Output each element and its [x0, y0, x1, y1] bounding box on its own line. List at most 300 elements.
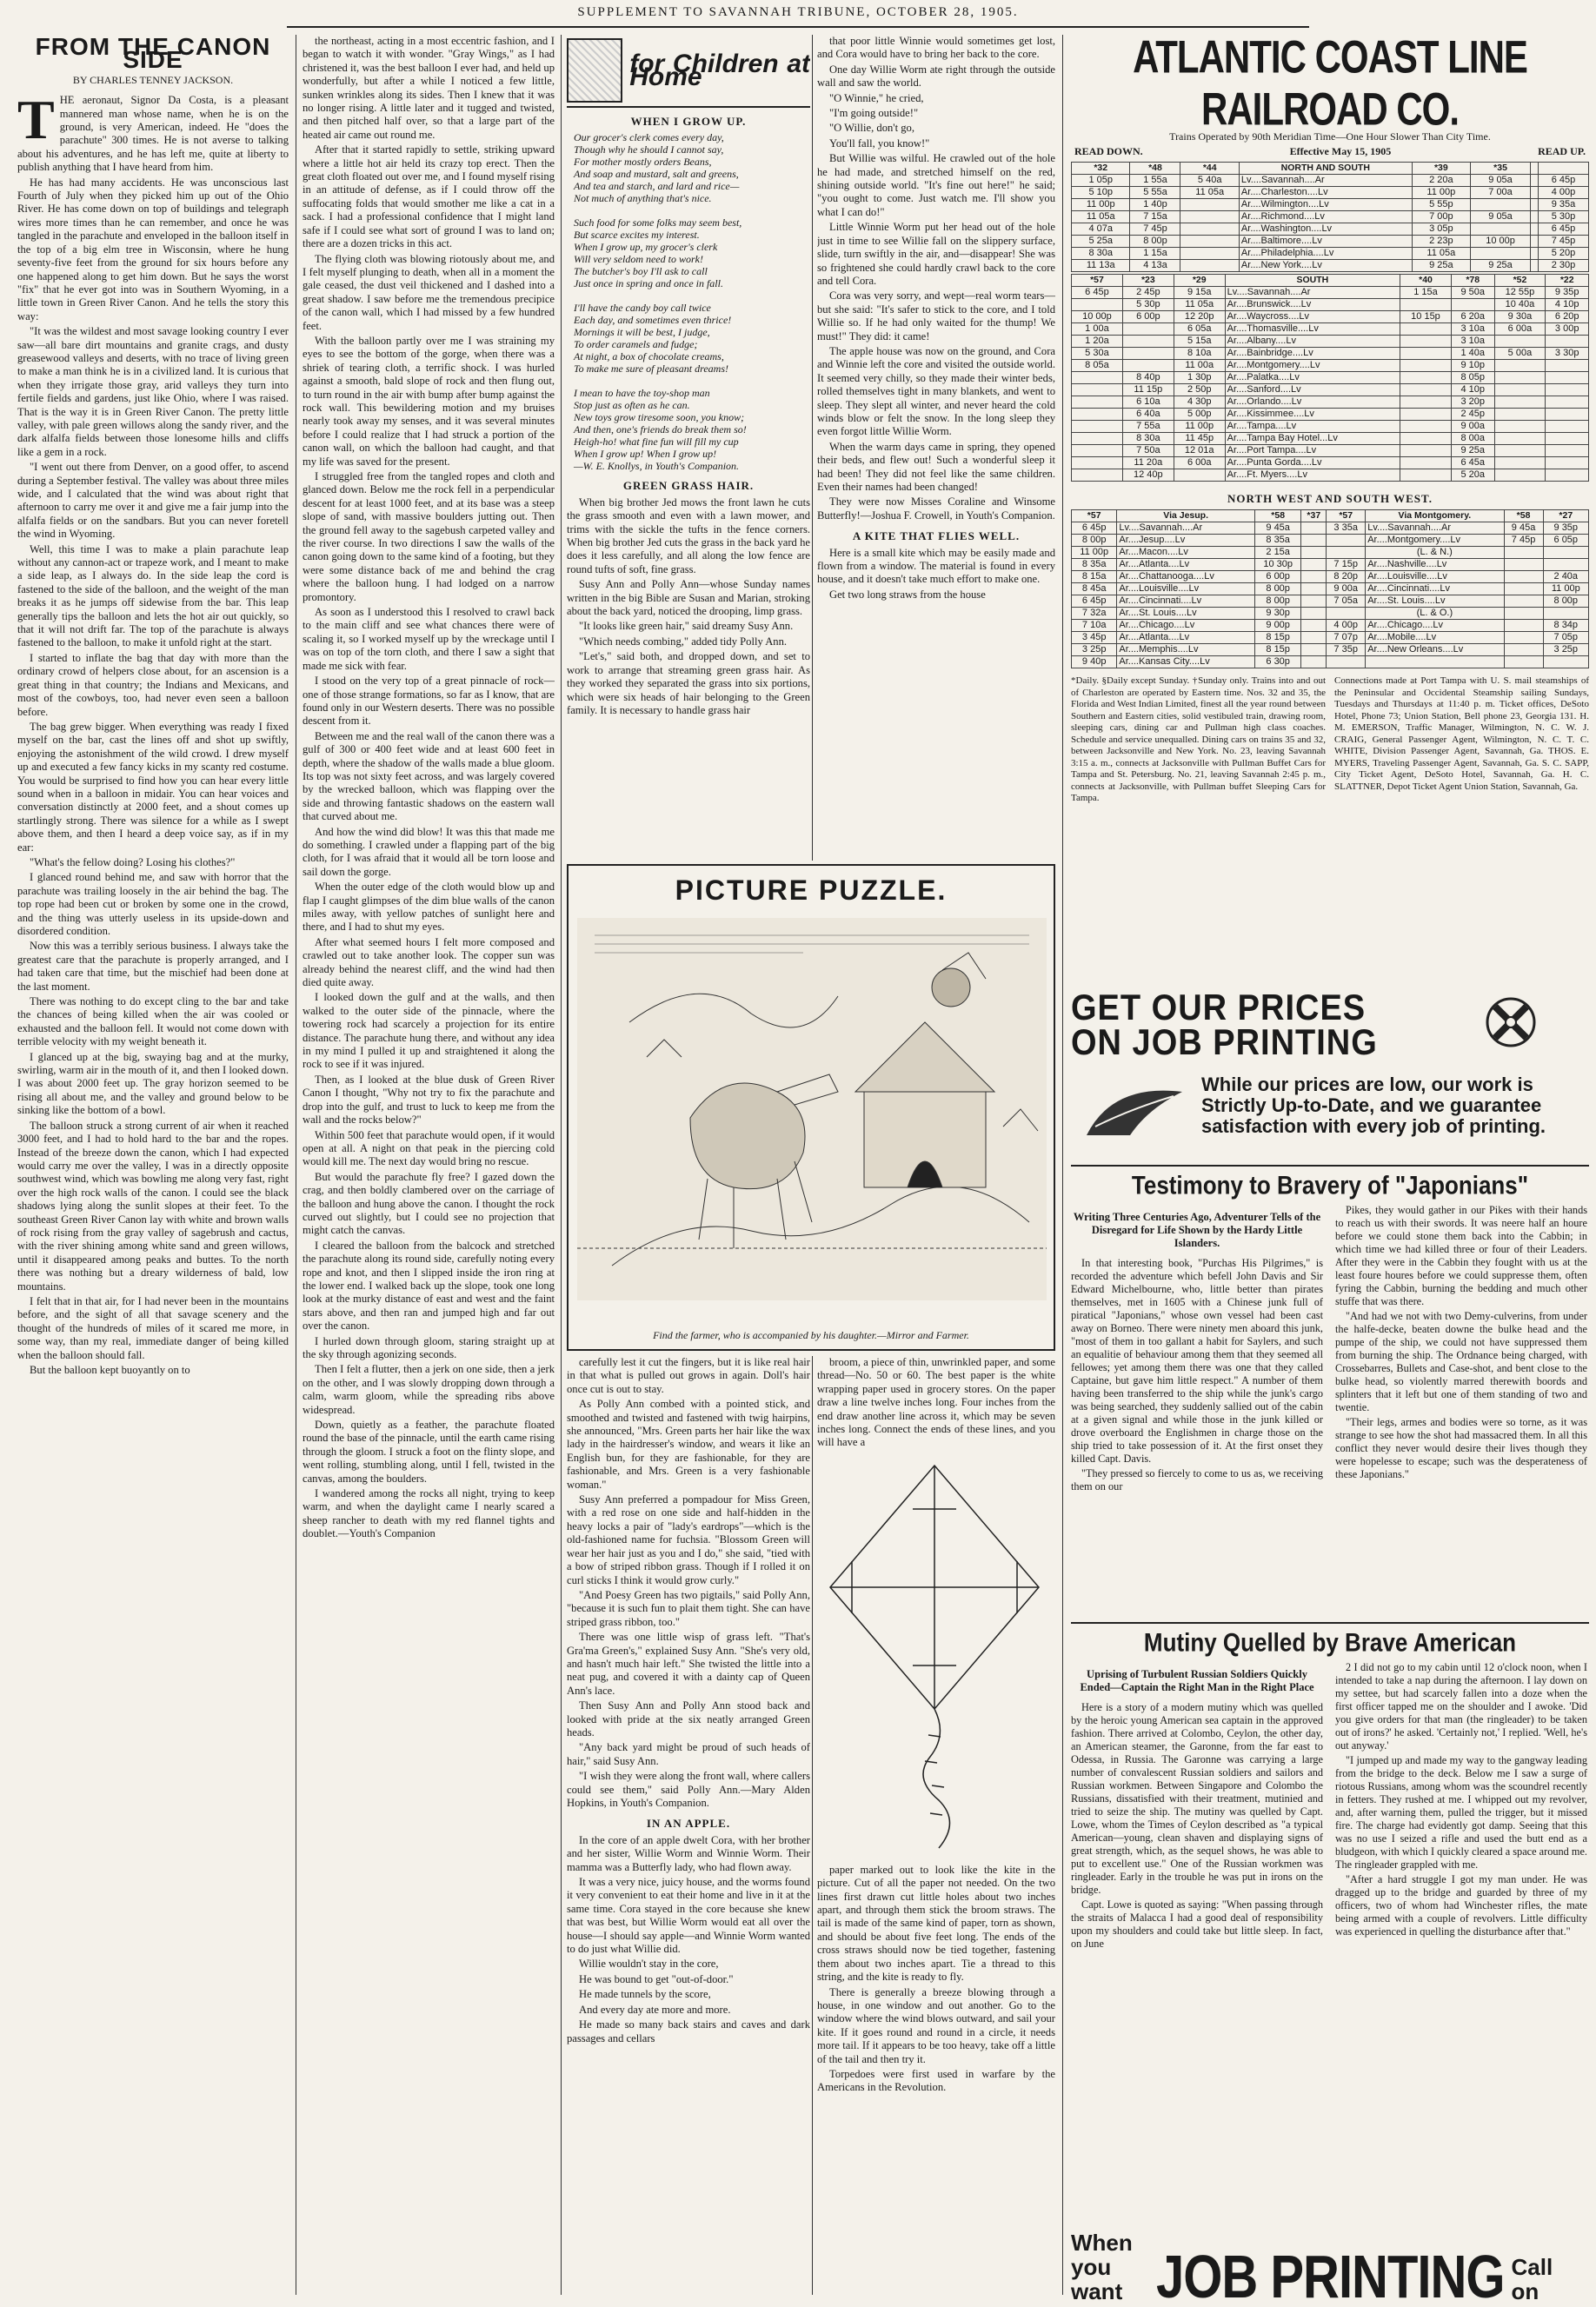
- table-cell: Ar....Orlando....Lv: [1225, 396, 1400, 409]
- table-header-cell: *57: [1327, 510, 1366, 522]
- table-row: [1072, 632, 1589, 644]
- table-cell: 3 30p: [1546, 348, 1589, 360]
- table-cell: (L. & O.): [1366, 608, 1504, 620]
- table-cell: [1072, 409, 1123, 421]
- table-cell: [1400, 469, 1452, 482]
- paragraph: that poor little Winnie would sometimes get lost, and Cora would have to bring her back to the core.: [817, 35, 1055, 61]
- poem-line: Not much of anything that's nice.: [574, 192, 712, 205]
- mutiny-deck: Uprising of Turbulent Russian Soldiers Quickly Ended—Captain the Right Man in the Right Place: [1080, 1668, 1314, 1693]
- table-cell: [1543, 547, 1588, 559]
- table-cell: 1 40p: [1130, 199, 1180, 211]
- table-cell: Ar....Montgomery....Lv: [1225, 360, 1400, 372]
- table-cell: Ar....Cincinnati....Lv: [1117, 595, 1255, 608]
- green-grass-body: [567, 496, 810, 718]
- paragraph: But Willie was wilful. He crawled out of the hole he had made, and stretched himself on the red, shining outside world. "It's fine out here!" he said; "you ought to come. Just watch me. I'll show you what I can do!": [817, 152, 1055, 218]
- railroad-read-row: [1074, 145, 1586, 158]
- table-cell: [1546, 469, 1589, 482]
- railroad-title: ATLANTIC COAST LINE RAILROAD CO.: [1133, 31, 1527, 135]
- leaf-ornament-icon: [1078, 1074, 1191, 1144]
- poem-when-i-grow-up: [567, 131, 810, 472]
- table-row: [1072, 522, 1589, 535]
- paragraph: I started to inflate the bag that day with more than the ordinary crowd of helpers close about, for an ascension is a great thing in that country; the Indians and Mexicans, and most of the cowboys, too, had never even seen a balloon before.: [17, 651, 289, 718]
- table-cell: [1546, 384, 1589, 396]
- table-cell: 6 20a: [1451, 311, 1494, 323]
- timetable-northwest: [1071, 509, 1589, 668]
- table-header-cell: Via Montgomery.: [1366, 510, 1504, 522]
- paragraph: "O Winnie," he cried,: [829, 91, 924, 104]
- paragraph: "Any back yard might be proud of such heads of hair," said Susy Ann.: [567, 1741, 810, 1767]
- table-cell: Ar....Cincinnati....Lv: [1366, 583, 1504, 595]
- paragraph: And how the wind did blow! It was this that made me do something. I crawled under a flapping part of the big cloth, for I was afraid that it would all be torn loose and sail down the gorge.: [303, 825, 555, 878]
- paragraph: the northeast, acting in a most eccentric fashion, and I began to watch it with wonder. "Gray Wings," as I had christened it, was the best balloon I ever had, and held up wonderfully, but after a while I noticed a few little, sunken wrinkles along its sides. Then I knew that it was no longer rising. A little later and it tugged and twisted, and then pitched half over, so that a large part of the heated air came out round me.: [303, 35, 555, 141]
- table-cell: [1400, 445, 1452, 457]
- table-cell: 6 05a: [1174, 323, 1225, 336]
- table-cell: 1 55a: [1130, 175, 1180, 187]
- table-cell: [1494, 409, 1546, 421]
- poem-line: The butcher's boy I'll ask to call: [574, 265, 708, 278]
- table-cell: 9 35p: [1546, 287, 1589, 299]
- table-cell: 11 00p: [1543, 583, 1588, 595]
- table-cell: [1531, 260, 1539, 272]
- table-cell: [1531, 211, 1539, 223]
- table-cell: 10 00p: [1471, 236, 1531, 248]
- read-up: READ UP.: [1538, 145, 1586, 157]
- table-cell: [1301, 547, 1327, 559]
- table-cell: 4 07a: [1072, 223, 1130, 236]
- paragraph: paper marked out to look like the kite in the picture. Cut of all the paper not needed. On the two lines first drawn cut little holes about two inches apart, and through them stick the broom straws. The tail is made of the same kind of paper, torn as shown, and should be about five feet long. The ends of the cross straws should now be tied together, fastening them about two inches apart. Tie a thread to this string, and the kite is ready to fly.: [817, 1863, 1055, 1984]
- table-cell: 6 20p: [1546, 311, 1589, 323]
- paragraph: "I jumped up and made my way to the gangway leading from the bridge to the deck. Below me I saw a surge of riotous Russians, among whom was the scoundrel recently in fetters. They rushed at me. I whipped out my revolver, and, after warning them, pulled the trigger, but it missed fire. The charge had evidently got damp. Seeing that this was no use I seized a rifle and used the butt end as a bludgeon, with which I quickly cleared a space around me. The ringleader grappled with me.: [1335, 1754, 1587, 1871]
- table-cell: 11 05a: [1174, 299, 1225, 311]
- table-cell: [1400, 433, 1452, 445]
- table-row: [1072, 595, 1589, 608]
- effective-date: Effective May 15, 1905: [1289, 145, 1392, 157]
- table-cell: 2 15a: [1254, 547, 1301, 559]
- paragraph: Between me and the real wall of the canon there was a gulf of 300 or 400 feet wide and at least 600 feet in depth, where the shadow of the walls made a blue gloom. Its top was not sixty feet across, and was largely covered by the wrecked balloon, which was flapping over the side and throwing fantastic shadows on the eastern wall that curved about me.: [303, 729, 555, 823]
- paragraph: "After a hard struggle I got my man under. He was dragged up to the bridge and guarded by three of my officers, two of whom had Winchester rifles, the mate being armed with a couple of revolvers. Little difficulty was experienced in quelling the disturbance after that.": [1335, 1873, 1587, 1938]
- table-cell: [1400, 336, 1452, 348]
- poem-line: Such food for some folks may seem best,: [574, 216, 742, 229]
- table-cell: Ar....Sanford....Lv: [1225, 384, 1400, 396]
- table-cell: 8 00p: [1130, 236, 1180, 248]
- canon-body: [17, 89, 289, 1377]
- table-cell: 11 00p: [1174, 421, 1225, 433]
- table-cell: [1504, 620, 1543, 632]
- kite-column-lower: [817, 1356, 1055, 2295]
- table-cell: Ar....Richmond....Lv: [1239, 211, 1412, 223]
- table-cell: 2 50p: [1174, 384, 1225, 396]
- table-cell: [1072, 469, 1123, 482]
- drop-cap: T: [17, 89, 55, 151]
- paragraph: broom, a piece of thin, unwrinkled paper, and some thread—No. 50 or 60. The best paper is the white wrapping paper used in grocery stores. On the paper draw a line twelve inches long. Four inches from the end draw another line across it, which may be seven inches long. Connect the ends of these lines, and you will have a: [817, 1356, 1055, 1449]
- table-cell: 6 45p: [1538, 175, 1588, 187]
- table-cell: 8 00p: [1254, 583, 1301, 595]
- table-cell: [1122, 360, 1174, 372]
- children-column: [567, 35, 810, 861]
- table-cell: [1531, 236, 1539, 248]
- table-header-cell: *58: [1504, 510, 1543, 522]
- kite-continued: [817, 1356, 1055, 1450]
- paragraph: carefully lest it cut the fingers, but it is like real hair in that what is pulled out grows in again. Doll's hair once cut is out to stay.: [567, 1356, 810, 1395]
- poem-line: Stop just as often as he can.: [574, 399, 690, 412]
- poem-line: I mean to have the toy-shop man: [574, 387, 710, 400]
- table-cell: Ar....Tampa....Lv: [1225, 421, 1400, 433]
- table-cell: 5 20a: [1451, 469, 1494, 482]
- table-cell: Ar....Jesup....Lv: [1117, 535, 1255, 547]
- paragraph: When the outer edge of the cloth would blow up and flap I caught glimpses of the dim blue walls of the canon miles away, with yellow patches of sunlight here and there, and I had to shut my eyes.: [303, 881, 555, 934]
- table-cell: [1122, 336, 1174, 348]
- poem-line: To order caramels and fudge;: [574, 338, 698, 351]
- paragraph: And every day ate more and more.: [579, 2003, 731, 2016]
- table-cell: 9 35p: [1543, 522, 1588, 535]
- table-cell: [1327, 608, 1366, 620]
- table-cell: 9 25a: [1451, 445, 1494, 457]
- table-cell: [1543, 559, 1588, 571]
- poem-line: Will very seldom need to work!: [574, 253, 703, 266]
- table-cell: 9 10p: [1451, 360, 1494, 372]
- table-cell: 6 00a: [1494, 323, 1546, 336]
- table-cell: Ar....Chattanooga....Lv: [1117, 571, 1255, 583]
- table-cell: [1504, 644, 1543, 656]
- table-cell: 8 40p: [1122, 372, 1174, 384]
- table-cell: [1471, 223, 1531, 236]
- paragraph: I felt that in that air, for I had never been in the mountains before, and the sight of all that savage scenery and the thought of the hundreds of miles of it scared me more, in some way, than my real, immediate danger of being killed when the balloon should fall.: [17, 1294, 289, 1361]
- masthead: SUPPLEMENT TO SAVANNAH TRIBUNE, OCTOBER 28, 1905.: [287, 5, 1309, 28]
- table-cell: 9 00p: [1254, 620, 1301, 632]
- paragraph: "It looks like green hair," said dreamy Susy Ann.: [579, 620, 794, 633]
- table-header-cell: [1531, 163, 1539, 175]
- paragraph: Within 500 feet that parachute would open, if it would open at all. A night on that peak in the piercing cold would kill me. The next day would bring no rescue.: [303, 1128, 555, 1168]
- children-title: for Children at Home: [629, 49, 810, 91]
- poem-line: To make me sure of pleasant dreams!: [574, 362, 728, 376]
- table-cell: Lv....Savannah....Ar: [1225, 287, 1400, 299]
- table-cell: 2 40a: [1543, 571, 1588, 583]
- table-cell: [1180, 199, 1239, 211]
- kite-title: A KITE THAT FLIES WELL.: [852, 529, 1021, 543]
- table-cell: 7 05a: [1327, 595, 1366, 608]
- table-cell: Ar....Tampa Bay Hotel...Lv: [1225, 433, 1400, 445]
- table-cell: [1546, 421, 1589, 433]
- table-cell: [1400, 396, 1452, 409]
- table-cell: 7 45p: [1504, 535, 1543, 547]
- table-cell: [1546, 360, 1589, 372]
- table-row: [1072, 372, 1589, 384]
- table-cell: [1180, 260, 1239, 272]
- table-cell: Ar....Albany....Lv: [1225, 336, 1400, 348]
- paragraph: But the balloon kept buoyantly on to: [30, 1364, 190, 1376]
- table-cell: 6 45p: [1072, 595, 1117, 608]
- paragraph: It was a very nice, juicy house, and the worms found it very convenient to eat their home and live in it at the same time. Cora stayed in the core because she knew that was best, but Willie Worm would eat all over the house—I should say apple—and Winnie Worm wanted to do just what Willie did.: [567, 1876, 810, 1956]
- table-cell: 8 35a: [1072, 559, 1117, 571]
- table-header-cell: NORTH AND SOUTH: [1239, 163, 1412, 175]
- table-cell: 8 35a: [1254, 535, 1301, 547]
- paragraph: I hurled down through gloom, staring straight up at the sky through agonizing seconds.: [303, 1334, 555, 1360]
- poem-line: [574, 204, 810, 216]
- table-cell: [1504, 595, 1543, 608]
- table-header-cell: *37: [1301, 510, 1327, 522]
- apple-continued-body: [817, 35, 1055, 522]
- table-cell: [1504, 632, 1543, 644]
- table-cell: 5 25a: [1072, 236, 1130, 248]
- table-cell: 11 00a: [1174, 360, 1225, 372]
- table-cell: [1531, 175, 1539, 187]
- paragraph: "They pressed so fiercely to come to us as, we receiving them on our: [1071, 1467, 1323, 1493]
- paragraph: Then Susy Ann and Polly Ann stood back and looked with pride at the six neatly arranged Green heads.: [567, 1699, 810, 1739]
- table-cell: 8 05p: [1451, 372, 1494, 384]
- table-cell: 9 00a: [1327, 583, 1366, 595]
- table-cell: Ar....Wilmington....Lv: [1239, 199, 1412, 211]
- paragraph: I glanced up at the big, swaying bag and at the murky, swirling, warm air in the mouth of it, and then I looked down. I was about 2000 feet up. The gray horizon seemed to be rising all about me, and the valley and ground below to be sinking like the bottom of a bowl.: [17, 1050, 289, 1117]
- poem-line: And tea and starch, and lard and rice—: [574, 180, 740, 193]
- table-cell: [1543, 656, 1588, 668]
- canon-article: [17, 35, 289, 2295]
- table-cell: 8 15p: [1254, 632, 1301, 644]
- paragraph: "Which needs combing," added tidy Polly Ann.: [579, 635, 788, 648]
- table-row: [1072, 187, 1589, 199]
- table-header-cell: *78: [1451, 275, 1494, 287]
- table-cell: [1366, 656, 1504, 668]
- table-cell: Ar....Atlanta....Lv: [1117, 559, 1255, 571]
- table-row: [1072, 236, 1589, 248]
- table-cell: Ar....Chicago....Lv: [1117, 620, 1255, 632]
- table-cell: 4 13a: [1130, 260, 1180, 272]
- table-cell: 8 30a: [1072, 248, 1130, 260]
- paragraph: When the warm days came in spring, they opened their beds, and flew out! Such a wonderful sleep it had been! They did not feel like the same children. Even their names had been changed!: [817, 440, 1055, 493]
- table-cell: 7 15p: [1327, 559, 1366, 571]
- table-cell: [1301, 559, 1327, 571]
- table-cell: [1400, 457, 1452, 469]
- apple-body: [567, 1834, 810, 2045]
- apple-title: IN AN APPLE.: [646, 1817, 731, 1831]
- table-cell: 5 00p: [1174, 409, 1225, 421]
- table-row: [1072, 535, 1589, 547]
- paragraph: "I wish they were along the front wall, where callers could see them," said Polly Ann.—Mary Alden Hopkins, in Youth's Companion.: [567, 1770, 810, 1809]
- poem-line: And then, one's friends do break them so!: [574, 423, 747, 436]
- table-cell: 11 05a: [1412, 248, 1470, 260]
- table-cell: 1 15a: [1130, 248, 1180, 260]
- japonians-right-body: [1335, 1204, 1587, 1481]
- table-cell: [1494, 336, 1546, 348]
- job-ad-tagline: While our prices are low, our work is Strictly Up-to-Date, and we guarantee satisfaction with every job of printing.: [1201, 1074, 1546, 1137]
- paragraph: But would the parachute fly free? I gazed down the crag, and then boldly clambered over on the carriage of the balloon and hung above the canon. I thought the rock curved out slightly, but I could see no projection that might catch the canvas.: [303, 1170, 555, 1237]
- paragraph: With the balloon partly over me I was straining my eyes to see the bottom of the gorge, when there was a shriek of tearing cloth, a terrific shock. I was hurled against a smooth, bald slope of rock and then flung out, to turn round in the air with bump after bump against the rock wall. This bewildering motion and my bruises nearly took away my senses, and it was several minutes before I could realize that I had struck a portion of the canon wall, on which the balloon had caught, and that my life was saved for the present.: [303, 334, 555, 468]
- table-cell: Ar....Louisville....Lv: [1117, 583, 1255, 595]
- table-cell: 11 05a: [1180, 187, 1239, 199]
- table-cell: [1546, 336, 1589, 348]
- table-cell: [1546, 445, 1589, 457]
- table-cell: [1494, 360, 1546, 372]
- japonians-title: Testimony to Bravery of "Japonians": [1131, 1169, 1529, 1200]
- table-cell: [1301, 571, 1327, 583]
- table-cell: Ar....Chicago....Lv: [1366, 620, 1504, 632]
- poem-line: Our grocer's clerk comes every day,: [574, 131, 724, 144]
- column-rule: [812, 35, 813, 861]
- paragraph: In the core of an apple dwelt Cora, with her brother and her sister, Willie Worm and Winnie Worm. Their mamma was a Butterfly lady, who had flown away.: [567, 1833, 810, 1873]
- table-cell: [1494, 457, 1546, 469]
- paragraph: I glanced round behind me, and saw with horror that the parachute was trailing loosely in the air behind the bag. The top rope had been cut or broken by some one in the crowd, and the thing was utterly useless in its upside-down and disordered condition.: [17, 871, 289, 937]
- table-cell: [1122, 348, 1174, 360]
- table-cell: [1494, 396, 1546, 409]
- puzzle-caption: Find the farmer, who is accompanied by his daughter.—Mirror and Farmer.: [653, 1329, 969, 1341]
- table-row: [1072, 384, 1589, 396]
- table-header-cell: *27: [1543, 510, 1588, 522]
- footer-ad-big: JOB PRINTING: [1156, 2243, 1505, 2307]
- poem-line: And soap and mustard, salt and greens,: [574, 168, 739, 181]
- paragraph: The bag grew bigger. When everything was ready I fixed myself on the bar, cast the lines off and shot up swiftly, enjoying the astonishment of the wild crowd. I drew myself up and executed a few fancy kicks in my scanty red costume. You would be surprised to find how you can hear every little sound when in a balloon in midair. You can hear voices and conversation distinctly at 2000 feet, and a shout comes up startlingly strong. There was silence for a while as I swept above them, and then I heard a deep voice say, as if in my ear:: [17, 720, 289, 854]
- table-row: [1072, 409, 1589, 421]
- paragraph: In that interesting book, "Purchas His Pilgrimes," is recorded the adventure which befell John Davis and Sir Edward Michelbourne, who, little better than pirates themselves, met in 1605 with a Chinese junk full of piratical "Japonians," whose own vessel had been cast away on Borneo. There were ninety men aboard this junk, "most of them in too gallant a habit for Saylers, and such an equalitie of behaviour among them that they seemed all fellowes; yet among them there was one that they called Captaine, but gave him little respect." A number of them having been transferred to the ship while the junk's cargo was being searched, they suddenly sallied out of the cabin at a given signal and while those in the junk killed or drove overboard the Englishmen in charge those on the ship tried to take possession of it. At the first onset they killed Capt. Davis.: [1071, 1257, 1323, 1465]
- table-cell: [1301, 595, 1327, 608]
- table-cell: Ar....Atlanta....Lv: [1117, 632, 1255, 644]
- table-cell: 7 32a: [1072, 608, 1117, 620]
- table-cell: 7 00a: [1471, 187, 1531, 199]
- job-ad-line1: GET OUR PRICES: [1071, 987, 1367, 1029]
- table-cell: [1327, 535, 1366, 547]
- paragraph: Down, quietly as a feather, the parachute floated round the base of the pinnacle, until the earth came rising through the gloom. I struck a foot on the flinty slope, and went rolling, stumbling along, until I fell, twisted in the canvas, among the boulders.: [303, 1419, 555, 1485]
- table-cell: 6 10a: [1122, 396, 1174, 409]
- table-row: [1072, 287, 1589, 299]
- table-row: [1072, 421, 1589, 433]
- table-row: [1072, 656, 1589, 668]
- table-cell: 8 00a: [1451, 433, 1494, 445]
- table-row: [1072, 583, 1589, 595]
- japonians-deck: Writing Three Centuries Ago, Adventurer Tells of the Disregard for Life Shown by the Hardy Little Islanders.: [1073, 1211, 1321, 1249]
- poem-line: Just once in spring and once in fall.: [574, 277, 723, 290]
- table-header-cell: *35: [1471, 163, 1531, 175]
- table-cell: 2 23p: [1412, 236, 1470, 248]
- job-ad-line2: ON JOB PRINTING: [1071, 1022, 1378, 1064]
- table-cell: 8 15a: [1072, 571, 1117, 583]
- table-cell: 9 25a: [1412, 260, 1470, 272]
- table-cell: 9 35a: [1538, 199, 1588, 211]
- paragraph: "O Willie, don't go,: [829, 122, 914, 135]
- mutiny-right: [1335, 1661, 1587, 2217]
- poem-line: For mother mostly orders Beans,: [574, 156, 712, 169]
- table-cell: 12 55p: [1494, 287, 1546, 299]
- table-row: [1072, 608, 1589, 620]
- table-cell: Ar....Memphis....Lv: [1117, 644, 1255, 656]
- table-cell: [1400, 384, 1452, 396]
- paragraph: "Let's," said both, and dropped down, and set to work to arrange that streaming green grass hair. As they worked they separated the grass into six portions, which were six heads of hair belonging to the Green family. It is necessary to handle grass hair: [567, 650, 810, 716]
- table-cell: 9 40p: [1072, 656, 1117, 668]
- table-cell: 10 40a: [1494, 299, 1546, 311]
- table-cell: Ar....New York....Lv: [1239, 260, 1412, 272]
- japonians-article: [1071, 1165, 1589, 1617]
- green-grass-continued: [567, 1356, 810, 1810]
- table-row: [1072, 348, 1589, 360]
- table-row: [1072, 175, 1589, 187]
- table-cell: [1471, 199, 1531, 211]
- table-cell: [1531, 223, 1539, 236]
- paragraph: Now this was a terribly serious business. I always take the greatest care that the parachute is properly arranged, and I had taken care that time, but the mischief had been done at the last moment.: [17, 940, 289, 993]
- table-cell: [1400, 409, 1452, 421]
- poem-line: Heigh-ho! what fine fun will fill my cup: [574, 435, 739, 449]
- railroad-notes-right: Connections made at Port Tampa with U. S. mail steamships of the Peninsular and Occidental Steamship sailing Sundays, Tuesdays and Thursdays at 11:40 p. m. Ticket offices, DeSoto Hotel, Phone 73; Union Station, Bell phone 23, Georgia 131. H. M. EMERSON, Traffic Manager, Wilmington, N. C. W. J. CRAIG, General Passenger Agent, Wilmington, N. C. T. C. WHITE, Division Passenger Agent, Savannah, Ga. THOS. E. MYERS, Traveling Passenger Agent, Savannah, Ga. S. C. SAPP, City Ticket Agent, DeSoto Hotel, Savannah, Ga. H. C. SLATTNER, Depot Ticket Agent Union Station, Savannah, Ga.: [1334, 675, 1589, 792]
- mutiny-article: [1071, 1622, 1589, 2222]
- table-cell: Ar....Ft. Myers....Lv: [1225, 469, 1400, 482]
- table-cell: [1327, 656, 1366, 668]
- table-header-cell: *23: [1122, 275, 1174, 287]
- paragraph: I looked down the gulf and at the walls, and then walked to the outer side of the pinnacle, where the towering rock had scarcely a projection for its entire distance. The parachute hung there, and without any idea in my mind I pulled it up and straightened it along the rock to see if it was injured.: [303, 991, 555, 1071]
- table-cell: Ar....Palatka....Lv: [1225, 372, 1400, 384]
- paragraph: Cora was very sorry, and wept—real worm tears—but she said: "It's safer to stick to the core, and I told Willie so. If he had only waited for the thump! We must!" They did: it came!: [817, 289, 1055, 342]
- table-cell: 6 00p: [1254, 571, 1301, 583]
- paragraph: After what seemed hours I felt more composed and crawled out to take another look. The copper sun was already behind the nearest cliff, and the wind had then died quite away.: [303, 935, 555, 989]
- table-cell: [1494, 384, 1546, 396]
- table-cell: 3 00p: [1546, 323, 1589, 336]
- paragraph: There was nothing to do except cling to the bar and take the chances of being killed when the air was cooled or exhausted and the balloon fell. It would not come down with terrible velocity with my weight beneath it.: [17, 995, 289, 1048]
- railroad-timetable: [1071, 31, 1589, 982]
- table-cell: 10 30p: [1254, 559, 1301, 571]
- table-cell: Ar....Bainbridge....Lv: [1225, 348, 1400, 360]
- paragraph: He was bound to get "out-of-door.": [579, 1972, 734, 1985]
- poem-line: [574, 289, 810, 302]
- table-cell: 7 50a: [1122, 445, 1174, 457]
- table-cell: 5 40a: [1180, 175, 1239, 187]
- table-row: [1072, 323, 1589, 336]
- table-cell: [1180, 236, 1239, 248]
- table-header-cell: *44: [1180, 163, 1239, 175]
- railroad-notes-left: *Daily. §Daily except Sunday. †Sunday only. Trains into and out of Charleston are operated by Eastern time. Nos. 32 and 35, the Florida and West Indian Limited, finest all the year round between Southern and Eastern cities, solid vestibuled train, drawing room, sleeping cars, dining car and Pullman high class coaches. Schedule and service unequalled. Dining cars on trains 35 and 32, between Jacksonville and New York. No. 23, leaving Savannah 3:15 a. m., connects at Jacksonville with Pullman Buffet Cars for Tampa and St. Petersburg. No. 21, leaving Savannah 2:45 p. m., connects at Jacksonville, with Pullman buffet Sleeping Cars for Tampa.: [1071, 675, 1326, 803]
- table-cell: Ar....Waycross....Lv: [1225, 311, 1400, 323]
- table-cell: 6 45a: [1451, 457, 1494, 469]
- table-cell: 8 34p: [1543, 620, 1588, 632]
- mutiny-title: Mutiny Quelled by Brave American: [1143, 1626, 1517, 1658]
- table-cell: Ar....Kansas City....Lv: [1117, 656, 1255, 668]
- table-row: [1072, 469, 1589, 482]
- table-cell: 11 00p: [1412, 187, 1470, 199]
- table-cell: 9 05a: [1471, 211, 1531, 223]
- table-cell: Lv....Savannah....Ar: [1239, 175, 1412, 187]
- poem-line: At night, a box of chocolate creams,: [574, 350, 724, 363]
- table-cell: 8 00p: [1072, 535, 1117, 547]
- japonians-right: [1335, 1204, 1587, 1612]
- column-rule: [812, 1356, 813, 2295]
- table-cell: Ar....Baltimore....Lv: [1239, 236, 1412, 248]
- paragraph: Here is a small kite which may be easily made and flown from a window. The material is found in every house, and it doesn't take much effort to make one.: [817, 546, 1055, 586]
- table-cell: 12 40p: [1122, 469, 1174, 482]
- paragraph: Capt. Lowe is quoted as saying: "When passing through the straits of Malacca I had a good deal of responsibility upon my shoulders and could take but little sleep. In fact, on June: [1071, 1898, 1323, 1950]
- table-cell: [1301, 656, 1327, 668]
- table-row: [1072, 644, 1589, 656]
- table-cell: 5 15a: [1174, 336, 1225, 348]
- puzzle-illustration: [577, 918, 1047, 1300]
- footer-ad-left: When you want: [1071, 2230, 1133, 2304]
- table-cell: [1400, 360, 1452, 372]
- paragraph: You'll fall, you know!": [829, 136, 930, 150]
- table-cell: [1494, 372, 1546, 384]
- table-cell: 3 10a: [1451, 323, 1494, 336]
- table-cell: [1543, 608, 1588, 620]
- poem-line: [574, 375, 810, 387]
- railroad-notes: [1071, 675, 1589, 805]
- table-cell: [1546, 457, 1589, 469]
- table-cell: Lv....Savannah....Ar: [1366, 522, 1504, 535]
- table-cell: Ar....Louisville....Lv: [1366, 571, 1504, 583]
- table-cell: 1 20a: [1072, 336, 1123, 348]
- paragraph: Then I felt a flutter, then a jerk on one side, then a jerk on the other, and I was slowly dropping down through a calm, warm gloom, while the spreading ribs above widespread.: [303, 1363, 555, 1416]
- table-cell: [1301, 522, 1327, 535]
- japonians-left: [1071, 1204, 1323, 1612]
- paragraph: One day Willie Worm ate right through the outside wall and saw the world.: [817, 63, 1055, 90]
- table-cell: 7 45p: [1130, 223, 1180, 236]
- table-header-cell: [1538, 163, 1588, 175]
- column-rule: [1062, 35, 1063, 2295]
- table-cell: Ar....Port Tampa....Lv: [1225, 445, 1400, 457]
- table-cell: 11 05a: [1072, 211, 1130, 223]
- table-cell: 7 55a: [1122, 421, 1174, 433]
- table-header-row: [1072, 163, 1589, 175]
